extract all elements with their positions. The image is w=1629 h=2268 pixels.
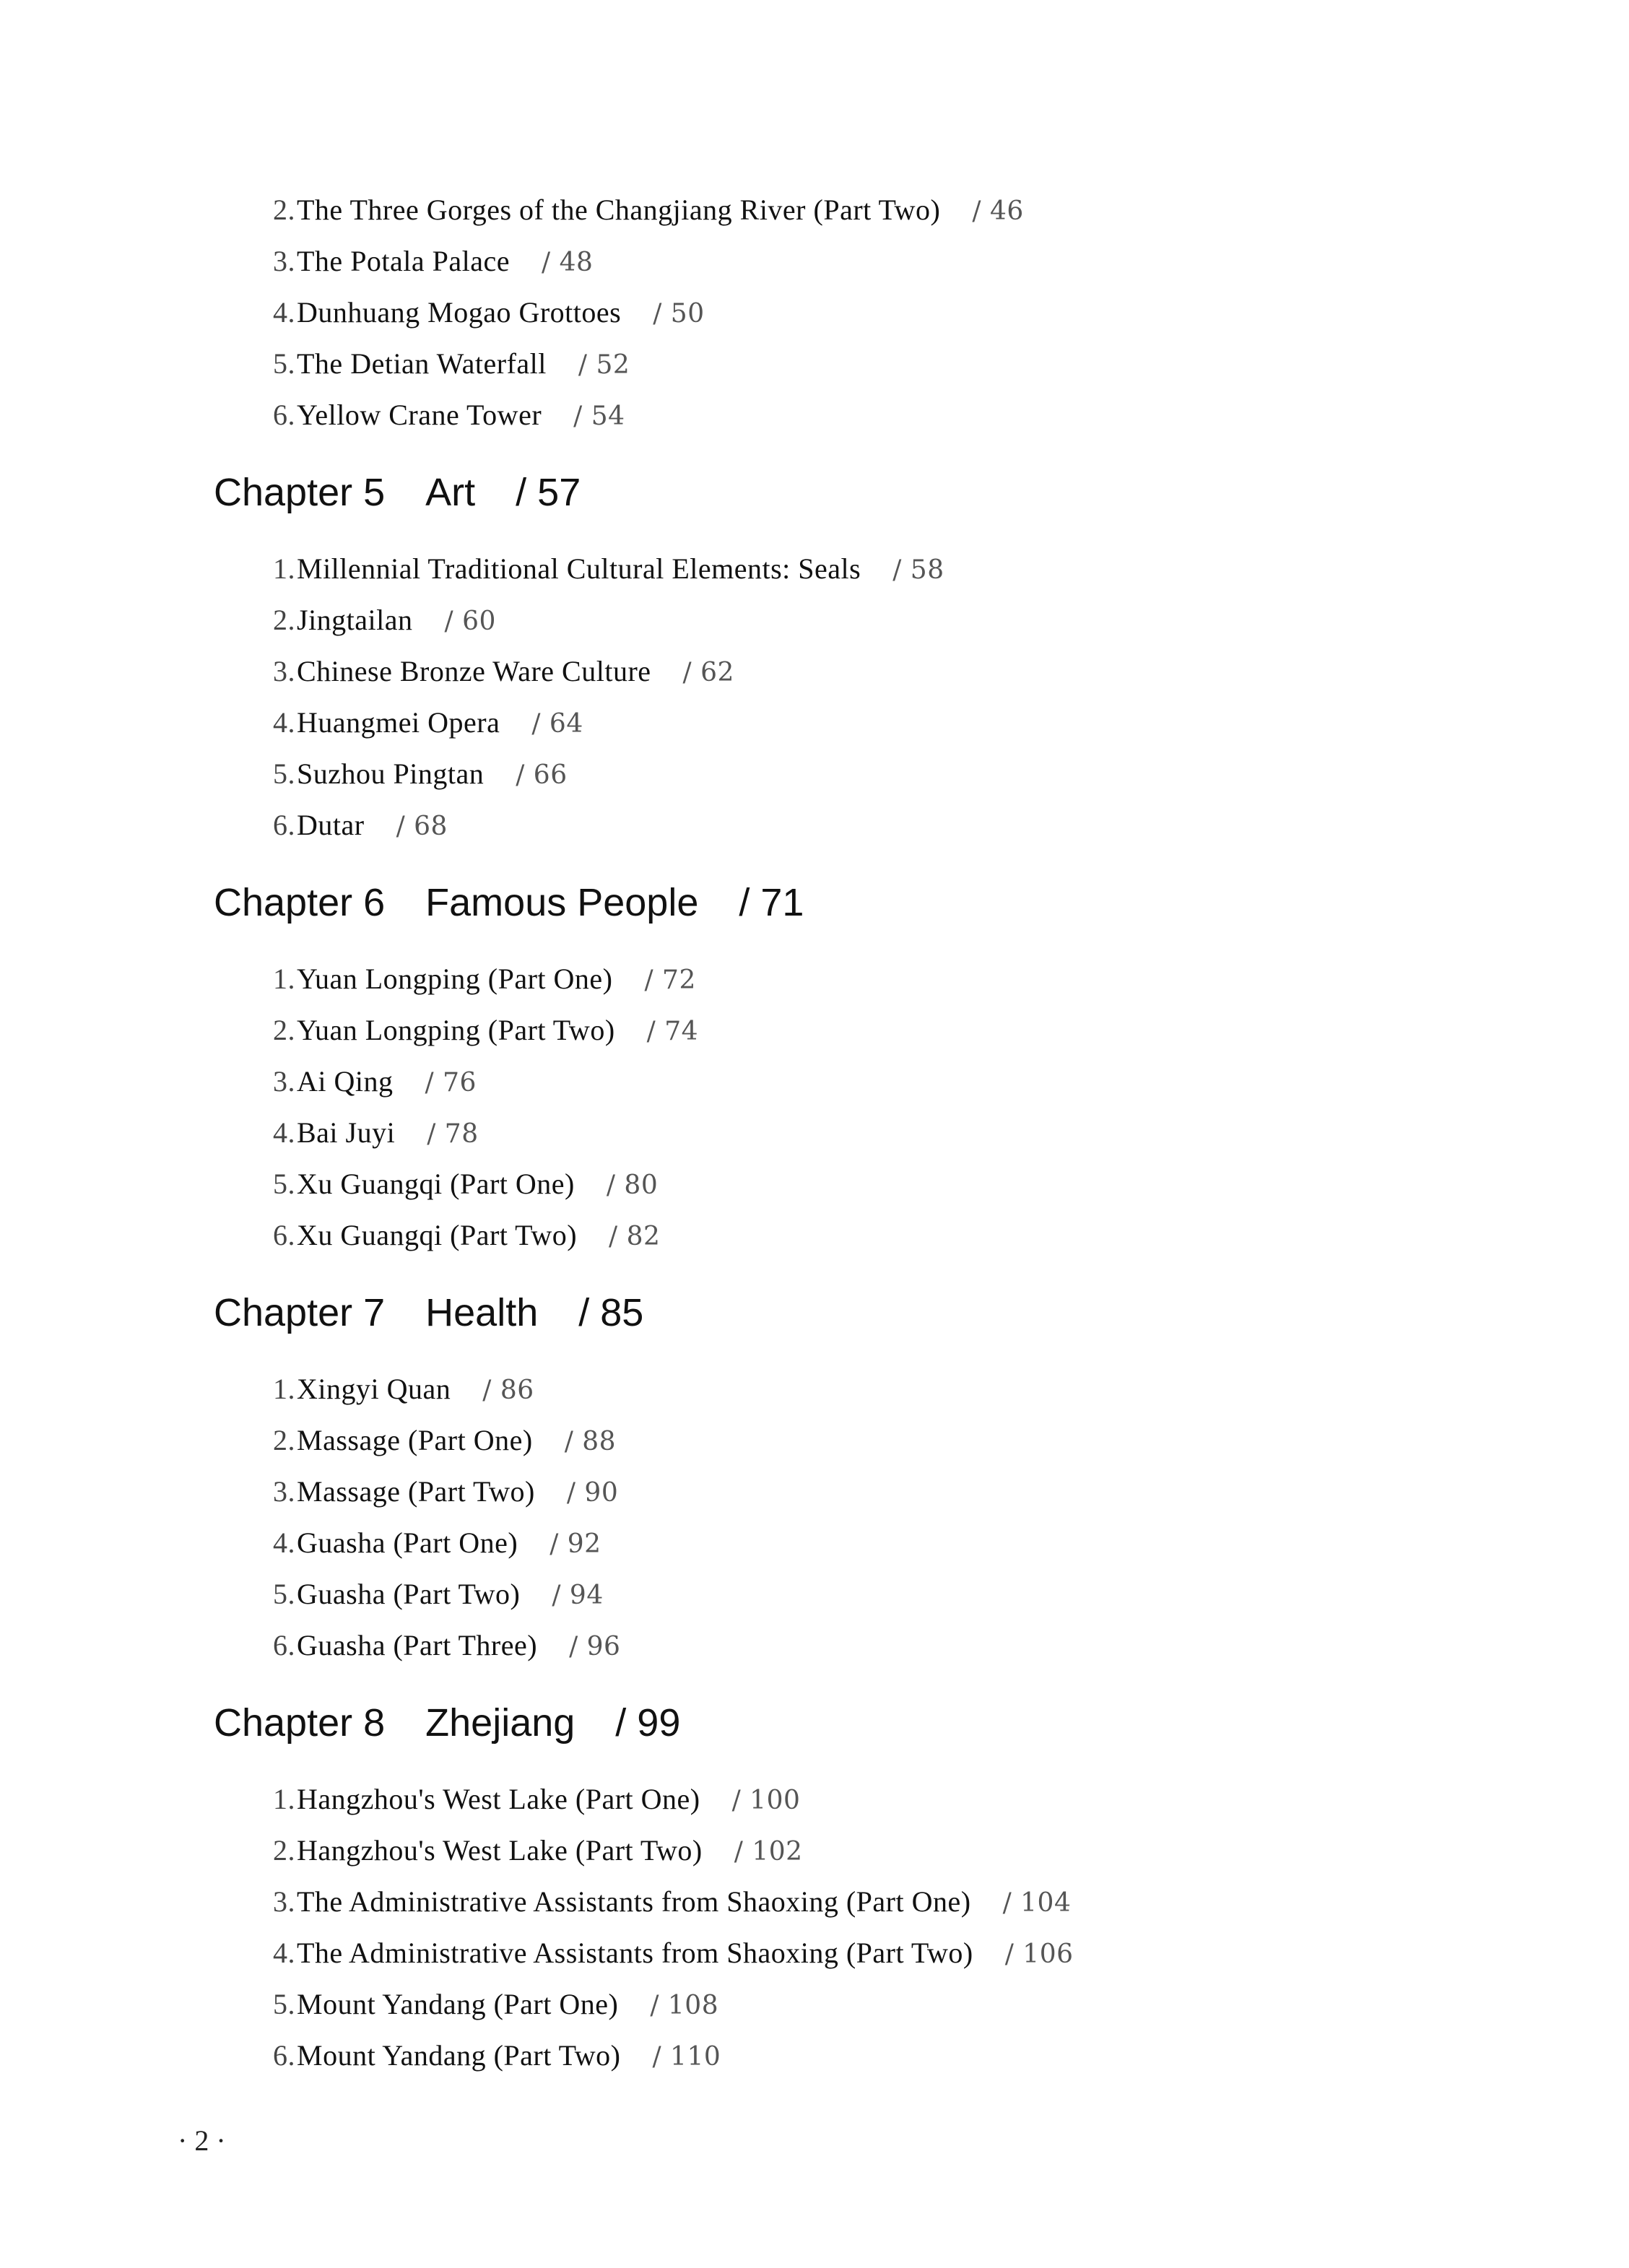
toc-entry[interactable] bbox=[273, 243, 593, 281]
entry-title: Massage (Part Two) bbox=[297, 1475, 535, 1508]
toc-entry[interactable] bbox=[273, 1884, 1071, 1921]
toc-entry[interactable] bbox=[273, 192, 1024, 230]
entry-page: / 108 bbox=[650, 1991, 719, 2020]
entry-title: Yuan Longping (Part Two) bbox=[297, 1014, 615, 1046]
entry-page: / 60 bbox=[444, 607, 496, 636]
toc-entry[interactable] bbox=[273, 756, 568, 794]
entry-title: Xu Guangqi (Part One) bbox=[297, 1168, 575, 1200]
toc-entry[interactable] bbox=[273, 2038, 721, 2075]
entry-page: / 52 bbox=[578, 350, 630, 380]
toc-entry[interactable] bbox=[273, 295, 705, 332]
toc-entry[interactable] bbox=[273, 1422, 616, 1460]
entry-number: 4. bbox=[273, 296, 295, 329]
chapter-label: Chapter 5 bbox=[214, 471, 386, 514]
entry-title: Suzhou Pingtan bbox=[297, 757, 485, 790]
chapter-title: Health bbox=[425, 1291, 539, 1334]
entry-page: / 46 bbox=[972, 196, 1024, 226]
entry-number: 4. bbox=[273, 1526, 295, 1559]
entry-page: / 80 bbox=[606, 1170, 659, 1200]
entry-number: 6. bbox=[273, 399, 295, 431]
toc-entry[interactable] bbox=[273, 1576, 604, 1614]
entry-page: / 88 bbox=[564, 1427, 617, 1456]
entry-number: 3. bbox=[273, 655, 295, 687]
entry-number: 2. bbox=[273, 194, 295, 226]
entry-number: 2. bbox=[273, 1424, 295, 1456]
toc-entry[interactable] bbox=[273, 705, 583, 742]
entry-page: / 76 bbox=[425, 1068, 477, 1098]
chapter-label: Chapter 7 bbox=[214, 1291, 386, 1334]
toc-entry[interactable] bbox=[273, 653, 734, 691]
entry-title: Ai Qing bbox=[297, 1065, 394, 1098]
toc-entry[interactable] bbox=[273, 397, 625, 435]
entry-number: 5. bbox=[273, 1988, 295, 2020]
entry-page: / 64 bbox=[531, 709, 583, 739]
chapter-heading[interactable] bbox=[214, 1700, 680, 1746]
entry-title: Millennial Traditional Cultural Elements: Seals bbox=[297, 552, 861, 585]
chapter-page: / 85 bbox=[578, 1291, 644, 1334]
entry-title: The Three Gorges of the Changjiang River (Part Two) bbox=[297, 194, 941, 226]
toc-entry[interactable] bbox=[273, 1628, 620, 1665]
entry-number: 1. bbox=[273, 552, 295, 585]
entry-number: 5. bbox=[273, 1168, 295, 1200]
chapter-title: Art bbox=[425, 471, 476, 514]
entry-title: Xingyi Quan bbox=[297, 1373, 451, 1405]
entry-number: 2. bbox=[273, 1834, 295, 1867]
entry-title: Hangzhou's West Lake (Part Two) bbox=[297, 1834, 703, 1867]
entry-title: The Detian Waterfall bbox=[297, 347, 547, 380]
entry-title: Mount Yandang (Part Two) bbox=[297, 2039, 621, 2072]
entry-number: 5. bbox=[273, 1578, 295, 1610]
entry-title: Jingtailan bbox=[297, 604, 413, 636]
entry-number: 2. bbox=[273, 1014, 295, 1046]
entry-title: Chinese Bronze Ware Culture bbox=[297, 655, 651, 687]
toc-entry[interactable] bbox=[273, 1474, 618, 1511]
entry-number: 1. bbox=[273, 1373, 295, 1405]
chapter-label: Chapter 8 bbox=[214, 1701, 386, 1745]
entry-title: Bai Juyi bbox=[297, 1116, 396, 1149]
toc-entry[interactable] bbox=[273, 961, 696, 999]
toc-entry[interactable] bbox=[273, 1935, 1074, 1973]
entry-title: Guasha (Part Three) bbox=[297, 1629, 538, 1661]
toc-entry[interactable] bbox=[273, 1012, 698, 1050]
entry-number: 4. bbox=[273, 1116, 295, 1149]
entry-page: / 48 bbox=[542, 248, 594, 277]
entry-number: 3. bbox=[273, 245, 295, 277]
toc-entry[interactable] bbox=[273, 1166, 658, 1204]
entry-number: 4. bbox=[273, 706, 295, 739]
entry-title: Dutar bbox=[297, 809, 365, 841]
chapter-heading[interactable] bbox=[214, 1290, 643, 1336]
entry-page: / 100 bbox=[731, 1786, 801, 1815]
entry-title: Mount Yandang (Part One) bbox=[297, 1988, 619, 2020]
entry-number: 1. bbox=[273, 963, 295, 995]
entry-title: Hangzhou's West Lake (Part One) bbox=[297, 1783, 700, 1815]
entry-number: 6. bbox=[273, 809, 295, 841]
toc-entry[interactable] bbox=[273, 807, 448, 845]
entry-number: 3. bbox=[273, 1885, 295, 1918]
entry-number: 5. bbox=[273, 347, 295, 380]
entry-page: / 106 bbox=[1004, 1939, 1074, 1969]
entry-page: / 96 bbox=[569, 1632, 621, 1661]
toc-entry[interactable] bbox=[273, 551, 944, 588]
chapter-page: / 71 bbox=[739, 881, 804, 924]
entry-title: The Administrative Assistants from Shaoxing (Part One) bbox=[297, 1885, 971, 1918]
entry-number: 2. bbox=[273, 604, 295, 636]
toc-entry[interactable] bbox=[273, 1064, 477, 1101]
entry-page: / 82 bbox=[609, 1222, 661, 1251]
toc-entry[interactable] bbox=[273, 1833, 803, 1870]
chapter-heading[interactable] bbox=[214, 469, 581, 516]
entry-title: The Potala Palace bbox=[297, 245, 511, 277]
entry-title: Massage (Part One) bbox=[297, 1424, 533, 1456]
entry-page: / 50 bbox=[653, 299, 705, 329]
entry-page: / 78 bbox=[427, 1119, 479, 1149]
entry-page: / 72 bbox=[644, 965, 696, 995]
entry-page: / 104 bbox=[1002, 1888, 1072, 1918]
entry-number: 3. bbox=[273, 1475, 295, 1508]
entry-page: / 62 bbox=[682, 658, 734, 687]
chapter-label: Chapter 6 bbox=[214, 881, 386, 924]
toc-entry[interactable] bbox=[273, 1986, 718, 2024]
entry-title: Yellow Crane Tower bbox=[297, 399, 542, 431]
toc-entry[interactable] bbox=[273, 1525, 601, 1563]
entry-title: Huangmei Opera bbox=[297, 706, 500, 739]
entry-number: 6. bbox=[273, 1629, 295, 1661]
entry-number: 6. bbox=[273, 2039, 295, 2072]
entry-number: 6. bbox=[273, 1219, 295, 1251]
toc-entry[interactable] bbox=[273, 1217, 660, 1255]
entry-title: Dunhuang Mogao Grottoes bbox=[297, 296, 622, 329]
entry-title: Yuan Longping (Part One) bbox=[297, 963, 613, 995]
entry-page: / 110 bbox=[652, 2042, 721, 2072]
toc-entry[interactable] bbox=[273, 602, 496, 640]
chapter-heading[interactable] bbox=[214, 879, 804, 926]
toc-entry[interactable] bbox=[273, 1115, 479, 1152]
entry-page: / 92 bbox=[549, 1529, 601, 1559]
chapter-title: Famous People bbox=[425, 881, 699, 924]
entry-number: 5. bbox=[273, 757, 295, 790]
entry-title: Xu Guangqi (Part Two) bbox=[297, 1219, 578, 1251]
page-number: · 2 · bbox=[178, 2124, 226, 2157]
chapter-page: / 99 bbox=[615, 1701, 681, 1745]
entry-title: The Administrative Assistants from Shaoxing (Part Two) bbox=[297, 1937, 973, 1969]
toc-entry[interactable] bbox=[273, 1371, 534, 1409]
entry-page: / 74 bbox=[646, 1017, 699, 1046]
entry-page: / 86 bbox=[482, 1376, 534, 1405]
entry-page: / 66 bbox=[516, 760, 568, 790]
entry-number: 4. bbox=[273, 1937, 295, 1969]
entry-page: / 58 bbox=[892, 555, 944, 585]
entry-title: Guasha (Part One) bbox=[297, 1526, 518, 1559]
entry-page: / 90 bbox=[566, 1478, 619, 1508]
toc-entry[interactable] bbox=[273, 346, 630, 383]
entry-page: / 102 bbox=[734, 1837, 803, 1867]
chapter-title: Zhejiang bbox=[425, 1701, 575, 1745]
entry-title: Guasha (Part Two) bbox=[297, 1578, 521, 1610]
chapter-page: / 57 bbox=[516, 471, 581, 514]
entry-page: / 68 bbox=[396, 812, 448, 841]
entry-number: 3. bbox=[273, 1065, 295, 1098]
entry-page: / 94 bbox=[552, 1581, 604, 1610]
entry-page: / 54 bbox=[573, 401, 625, 431]
entry-number: 1. bbox=[273, 1783, 295, 1815]
toc-entry[interactable] bbox=[273, 1781, 800, 1819]
